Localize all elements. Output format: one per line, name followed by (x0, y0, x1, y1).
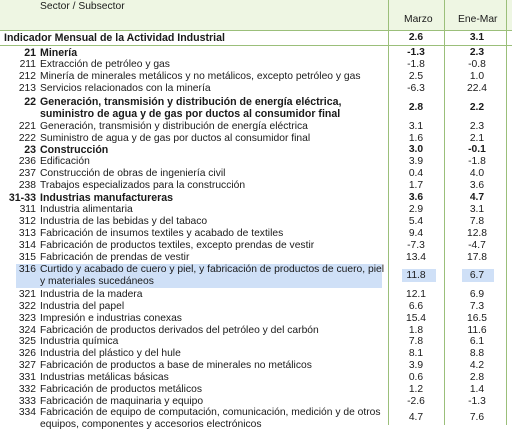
enemar-value: -0.1 (468, 144, 486, 155)
row-label: Fabricación de prendas de vestir (40, 252, 190, 263)
row-label: Generación, transmisión y distribución de energía eléctrica (40, 121, 308, 132)
row-label: Construcción de obras de ingeniería civil (40, 168, 226, 179)
marzo-value: 3.9 (408, 360, 424, 371)
row-label: Fabricación de productos textiles, excepto prendas de vestir (40, 240, 315, 251)
row-label: Generación, transmisión y distribución de energía eléctrica, (40, 96, 342, 108)
row-code: 222 (18, 133, 36, 144)
enemar-value: 2.1 (469, 133, 485, 144)
enemar-value: -1.8 (468, 156, 486, 167)
row-divider (0, 45, 512, 46)
enemar-value: 4.7 (469, 192, 485, 203)
marzo-value: 4.7 (408, 412, 424, 423)
row-label-cont: y materiales sucedáneos (40, 276, 154, 287)
row-code: 221 (18, 121, 36, 132)
row-code: 333 (18, 396, 36, 407)
marzo-value: 12.1 (405, 289, 427, 300)
row-label-cont: suministro de agua y de gas por ductos al consumidor final (40, 108, 341, 120)
marzo-value: -1.3 (407, 47, 425, 58)
enemar-value: 6.9 (469, 289, 485, 300)
row-label: Suministro de agua y de gas por ductos al consumidor final (40, 133, 311, 144)
row-label: Fabricación de productos metálicos (40, 384, 202, 395)
row-code: 212 (18, 71, 36, 82)
marzo-value: 1.7 (408, 180, 424, 191)
row-label: Fabricación de insumos textiles y acabado de textiles (40, 228, 284, 239)
marzo-header: Marzo (404, 14, 433, 25)
column-divider (444, 0, 445, 425)
marzo-value: 2.9 (408, 204, 424, 215)
row-code: 31-33 (8, 192, 36, 204)
row-code: 315 (18, 252, 36, 263)
enemar-value: 2.8 (469, 372, 485, 383)
enemar-value: 2.2 (469, 102, 485, 113)
enemar-value: 7.3 (469, 301, 485, 312)
marzo-value: 6.6 (408, 301, 424, 312)
row-code: 327 (18, 360, 36, 371)
row-label: Impresión e industrias conexas (40, 313, 182, 324)
marzo-value: 0.4 (408, 168, 424, 179)
row-label: Servicios relacionados con la minería (40, 83, 211, 94)
row-label: Fabricación de equipo de computación, comunicación, medición y de otros (40, 407, 381, 418)
row-code: 22 (24, 96, 36, 108)
enemar-header: Ene-Mar (458, 14, 498, 25)
row-label: Construcción (40, 144, 109, 156)
enemar-value: 7.6 (469, 412, 485, 423)
row-label: Minería de minerales metálicos y no metálicos, excepto petróleo y gas (40, 71, 361, 82)
row-label: Industria del plástico y del hule (40, 348, 181, 359)
sector-header: Sector / Subsector (40, 1, 125, 12)
row-label: Industria de las bebidas y del tabaco (40, 216, 208, 227)
row-code: 21 (24, 47, 36, 59)
marzo-value: 15.4 (405, 313, 427, 324)
marzo-value: 7.8 (408, 336, 424, 347)
row-label: Industria química (40, 336, 119, 347)
row-code: 211 (19, 59, 36, 70)
row-code: 334 (18, 407, 36, 418)
enemar-value: 3.1 (469, 204, 485, 215)
marzo-value: 0.6 (408, 372, 424, 383)
row-code: 237 (18, 168, 36, 179)
enemar-value: 11.6 (467, 325, 487, 336)
enemar-value: -0.8 (468, 59, 486, 70)
enemar-value: 6.1 (469, 336, 485, 347)
row-label: Fabricación de productos derivados del petróleo y del carbón (40, 325, 319, 336)
marzo-value: 1.8 (408, 325, 424, 336)
enemar-value: 4.2 (469, 360, 485, 371)
marzo-value: -6.3 (407, 83, 425, 94)
marzo-value: 3.6 (408, 192, 424, 203)
marzo-value: 9.4 (408, 228, 424, 239)
marzo-value: 2.6 (408, 32, 424, 43)
row-label: Curtido y acabado de cuero y piel, y fabricación de productos de cuero, piel (40, 264, 385, 275)
marzo-value: 1.2 (408, 384, 424, 395)
row-label: Industria alimentaria (40, 204, 133, 215)
row-label: Fabricación de maquinaria y equipo (40, 396, 204, 407)
row-label: Industrias manufactureras (40, 192, 174, 204)
marzo-value: 3.9 (408, 156, 424, 167)
row-code: 238 (18, 180, 36, 191)
marzo-value: 3.1 (408, 121, 424, 132)
row-code: 311 (19, 204, 36, 215)
enemar-value: 12.8 (466, 228, 488, 239)
marzo-value: 5.4 (408, 216, 424, 227)
marzo-value: 13.4 (405, 252, 427, 263)
marzo-value: -2.6 (407, 396, 425, 407)
enemar-value: 3.6 (469, 180, 485, 191)
row-label: Trabajos especializados para la construcción (40, 180, 246, 191)
row-code: 324 (18, 325, 36, 336)
row-code: 236 (18, 156, 36, 167)
row-label: Indicador Mensual de la Actividad Industrial (4, 32, 225, 44)
row-code: 312 (18, 216, 36, 227)
enemar-value: -1.3 (468, 396, 486, 407)
row-code: 326 (18, 348, 36, 359)
row-label: Industria de la madera (40, 289, 143, 300)
marzo-value: 3.0 (408, 144, 424, 155)
column-divider (506, 0, 507, 425)
row-label: Extracción de petróleo y gas (40, 59, 170, 70)
row-code: 316 (18, 264, 36, 275)
marzo-value: 2.5 (408, 71, 424, 82)
marzo-value: 8.1 (408, 348, 424, 359)
row-label: Industrias metálicas básicas (40, 372, 169, 383)
enemar-value: 22.4 (466, 83, 488, 94)
row-code: 23 (24, 144, 36, 156)
enemar-value: 2.3 (469, 47, 485, 58)
marzo-value: -1.8 (407, 59, 425, 70)
row-code: 213 (18, 83, 36, 94)
row-code: 322 (18, 301, 36, 312)
marzo-value: 11.8 (406, 270, 426, 281)
row-code: 332 (18, 384, 36, 395)
enemar-value: 2.3 (469, 121, 485, 132)
enemar-value: 1.0 (469, 71, 485, 82)
marzo-value: 1.6 (408, 133, 424, 144)
row-label: Industria del papel (40, 301, 125, 312)
row-code: 331 (18, 372, 36, 383)
enemar-value: 17.8 (466, 252, 488, 263)
row-label: Fabricación de productos a base de minerales no metálicos (40, 360, 312, 371)
enemar-value: 7.8 (469, 216, 485, 227)
column-divider (388, 0, 389, 425)
row-code: 321 (18, 289, 36, 300)
marzo-value: -7.3 (407, 240, 425, 251)
enemar-value: 3.1 (469, 32, 485, 43)
marzo-value: 2.8 (408, 102, 424, 113)
row-code: 323 (18, 313, 36, 324)
enemar-value: 8.8 (469, 348, 485, 359)
enemar-value: 6.7 (469, 270, 485, 281)
enemar-value: 16.5 (466, 313, 488, 324)
row-code: 314 (18, 240, 36, 251)
row-label: Edificación (40, 156, 90, 167)
enemar-value: 1.4 (469, 384, 485, 395)
enemar-value: 4.0 (469, 168, 485, 179)
header-divider (0, 30, 512, 31)
enemar-value: -4.7 (468, 240, 486, 251)
row-label: Minería (40, 47, 78, 59)
row-code: 313 (18, 228, 36, 239)
row-code: 325 (18, 336, 36, 347)
row-label-cont: equipos, componentes y accesorios electrónicos (40, 419, 262, 430)
